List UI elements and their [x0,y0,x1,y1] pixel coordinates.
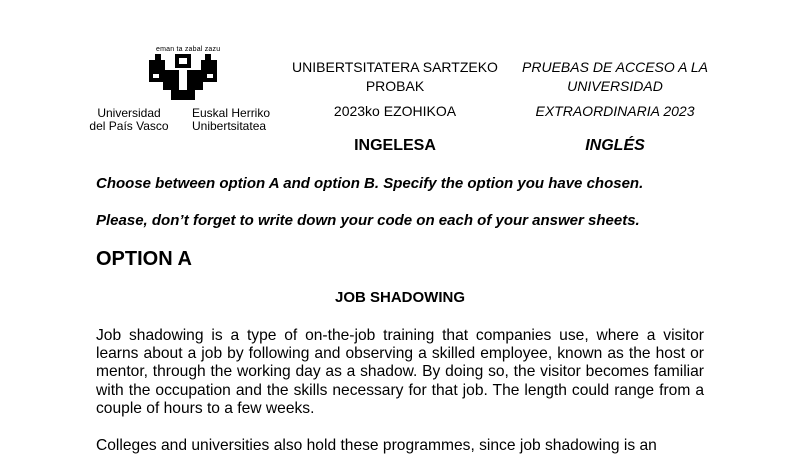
article-paragraph-2: Colleges and universities also hold these programmes, since job shadowing is an [96,437,657,454]
instruction-write-code: Please, don’t forget to write down your code on each of your answer sheets. [96,212,640,229]
exam-title-es-line1: PRUEBAS DE ACCESO A LA [522,59,708,75]
exam-title-es-line2: UNIVERSIDAD [567,78,663,94]
exam-session-es: EXTRAORDINARIA 2023 [535,103,695,119]
university-logo-icon [149,54,217,102]
university-name-eu-line1: Euskal Herriko [192,106,271,120]
university-name-es-line1: Universidad [97,106,161,120]
article-paragraph-1: Job shadowing is a type of on-the-job training that companies use, where a visitor learns about a job by following and observing a skilled employee, known as the host or mentor, through the working day as a shadow. By doing so, the visitor becomes familiar with the occupation and the skills necessary for that job. The length could range from a couple of hours to a few weeks. [96,327,704,417]
subject-eu: INGELESA [354,137,436,154]
university-name-es [82,107,176,133]
subject-es: INGLÉS [585,137,645,154]
logo-motto: eman ta zabal zazu [156,46,221,53]
university-name-es-line2: del País Vasco [89,119,169,133]
exam-title-eu [280,58,510,96]
exam-title-eu-line2: PROBAK [365,78,425,94]
instruction-choose-option: Choose between option A and option B. Specify the option you have chosen. [96,175,644,192]
university-name-eu-line2: Unibertsitatea [192,119,267,133]
exam-title-es [506,58,724,96]
university-name-eu [192,107,270,133]
exam-session-eu: 2023ko EZOHIKOA [333,103,457,119]
option-heading: OPTION A [96,248,192,270]
article-title: JOB SHADOWING [334,289,465,306]
exam-title-eu-line1: UNIBERTSITATERA SARTZEKO [292,59,498,75]
